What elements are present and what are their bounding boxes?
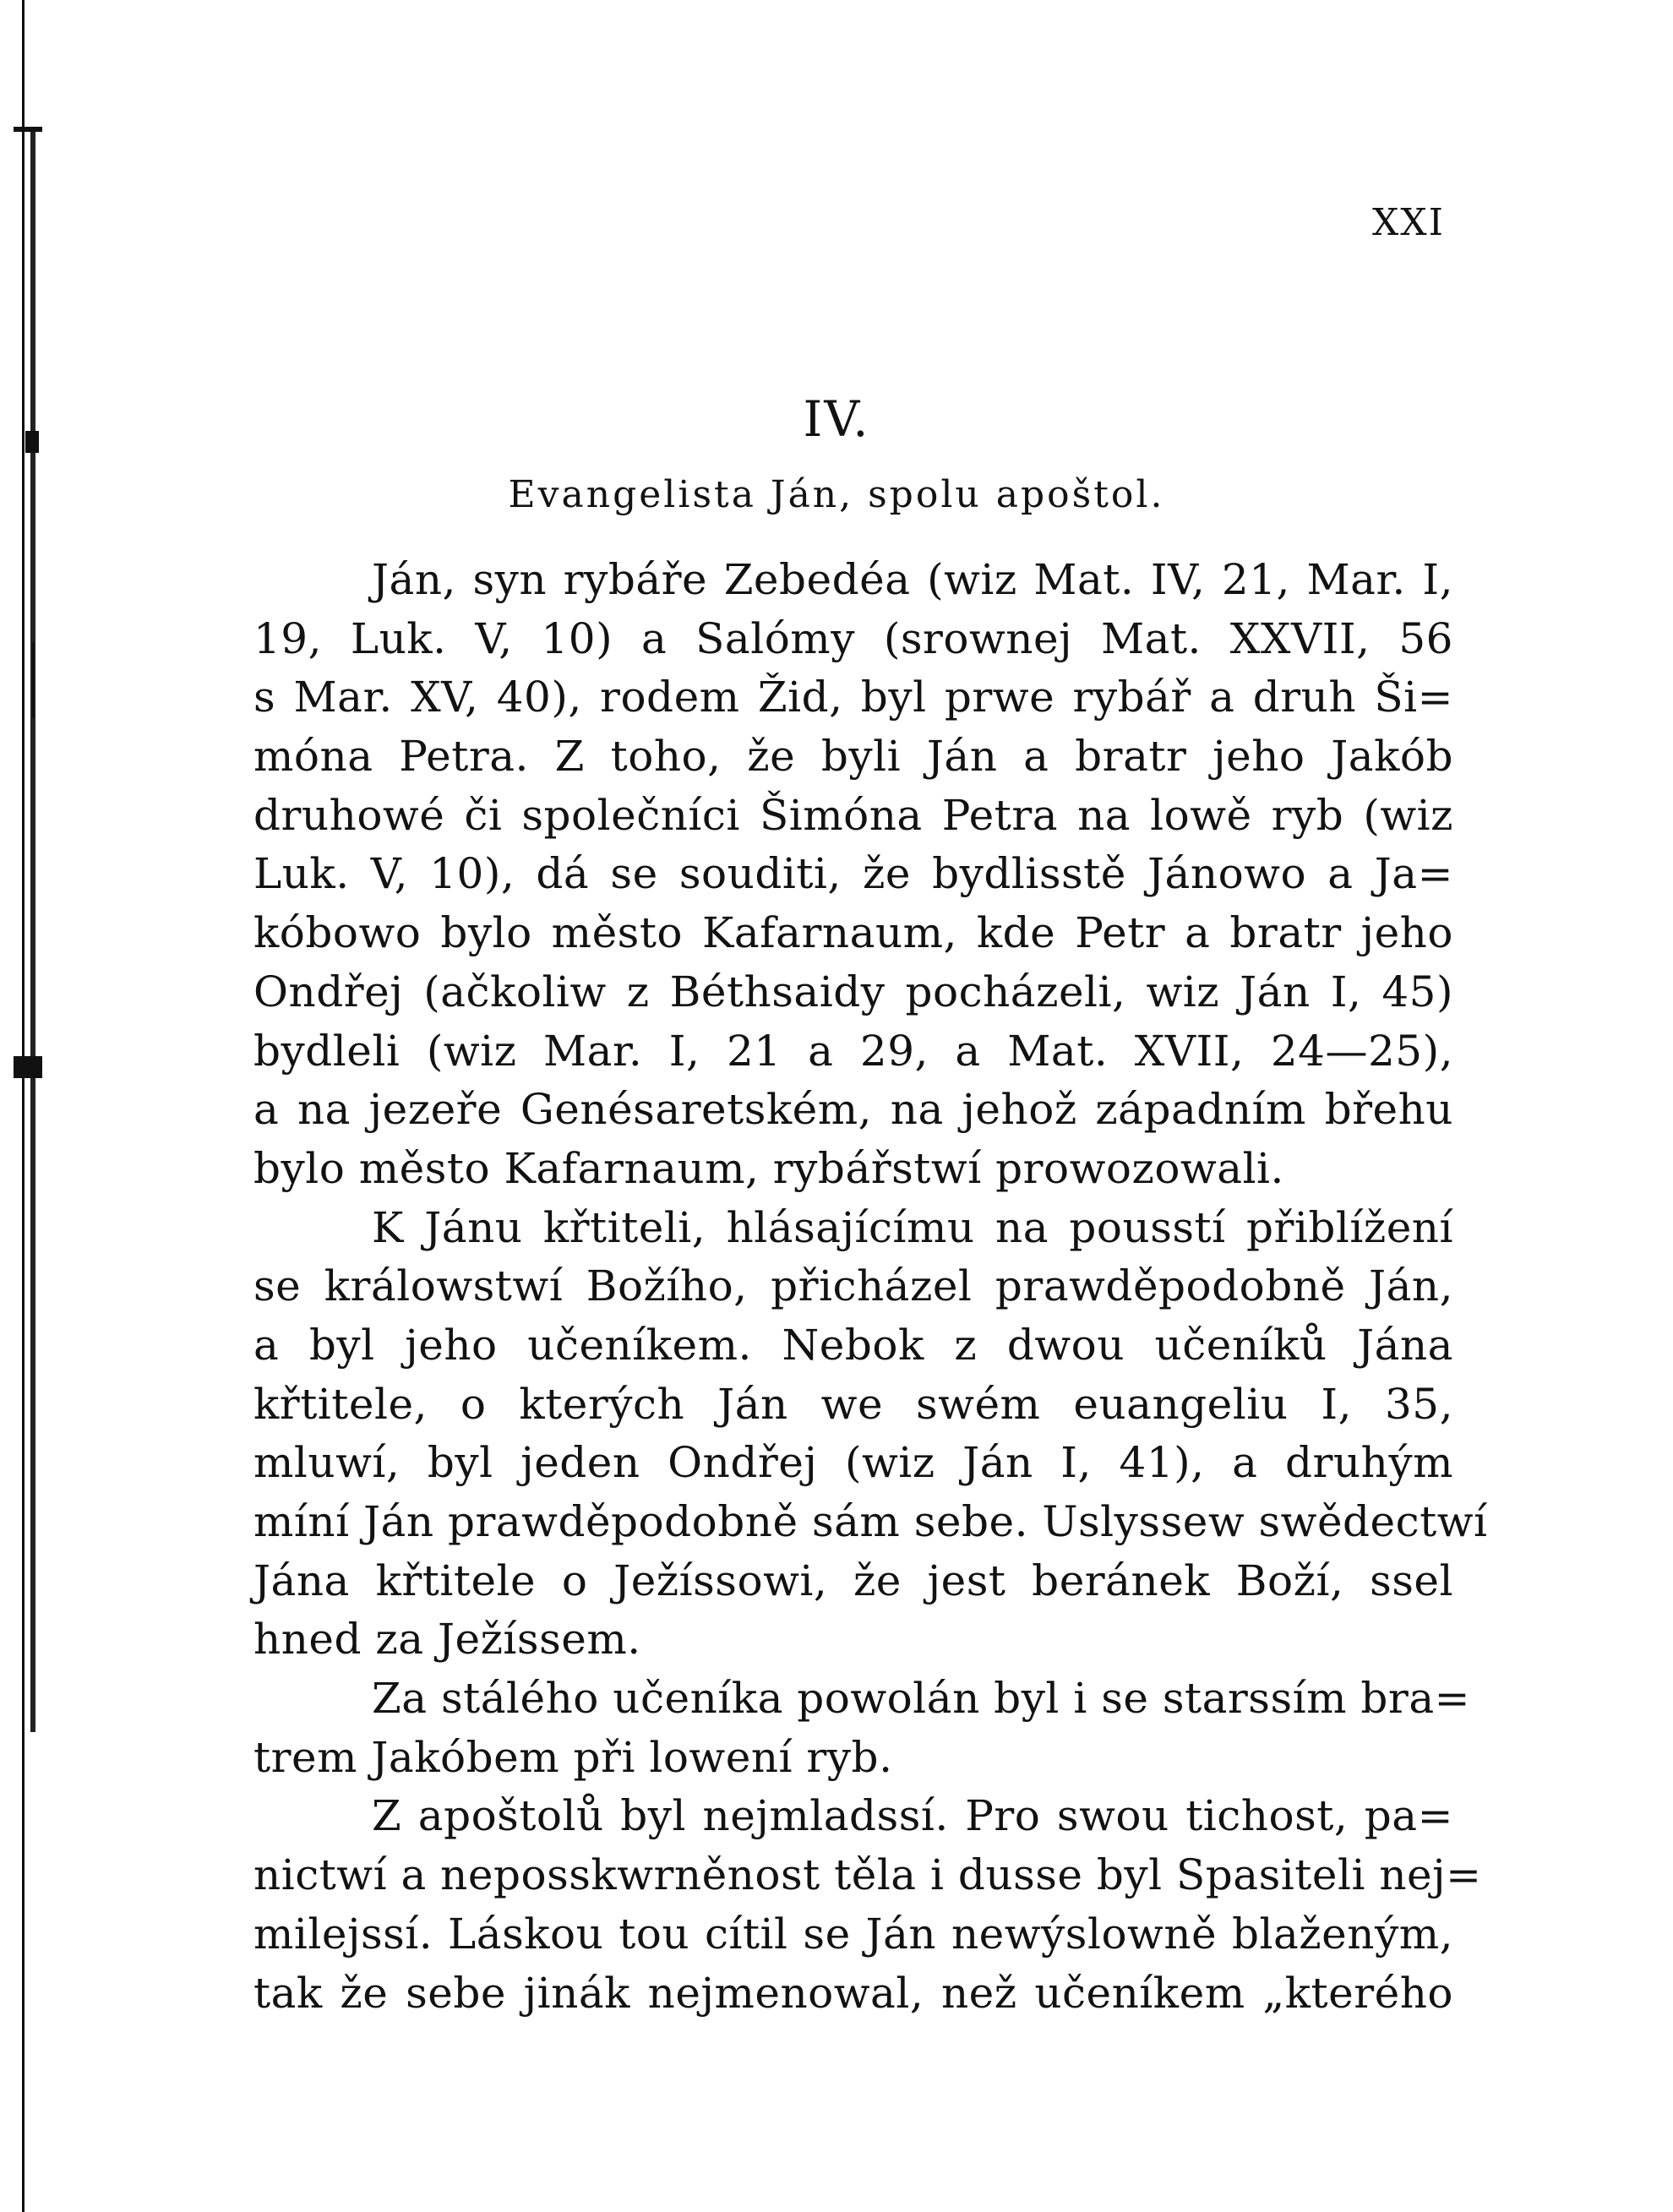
- text-line: móna Petra. Z toho, že byli Ján a bratr jeho Jakób: [253, 732, 1453, 782]
- text-line: se králowstwí Božího, přicházel prawděpodobně Ján,: [253, 1261, 1453, 1311]
- text-line: bylo město Kafarnaum, rybářstwí prowozowali.: [253, 1143, 1284, 1193]
- binding-mark: [32, 642, 35, 718]
- body-text: [253, 551, 1488, 2023]
- text-line: 19, Luk. V, 10) a Salómy (srownej Mat. XXVII, 56: [253, 613, 1453, 663]
- text-line: Jána křtitele o Ježíssowi, že jest beránek Boží, ssel: [253, 1555, 1453, 1605]
- text-line: Za stálého učeníka powolán byl i se starssím bra=: [372, 1674, 1471, 1724]
- text-line: K Jánu křtiteli, hlásajícímu na pousstí přiblížení: [372, 1202, 1453, 1252]
- text-line: a na jezeře Genésaretském, na jehož západním břehu: [253, 1085, 1453, 1135]
- text-line: s Mar. XV, 40), rodem Žid, byl prwe rybář a druh Ši=: [253, 673, 1453, 722]
- text-line: milejssí. Láskou tou cítil se Ján newýslowně blaženým,: [253, 1909, 1453, 1959]
- text-line: mluwí, byl jeden Ondřej (wiz Ján I, 41), a druhým: [253, 1438, 1453, 1488]
- text-line: druhowé či společníci Šimóna Petra na lowě ryb (wiz: [253, 790, 1453, 840]
- text-line: Luk. V, 10), dá se souditi, že bydlisstě Jánowo a Ja=: [253, 849, 1453, 899]
- binding-line: [22, 0, 25, 2212]
- text-line: Z apoštolů byl nejmladssí. Pro swou tichost, pa=: [372, 1791, 1453, 1841]
- page-number: XXI: [1371, 201, 1445, 244]
- binding-mark: [14, 1056, 42, 1078]
- text-line: míní Ján prawděpodobně sám sebe. Uslyssew swědectwí: [253, 1497, 1488, 1546]
- text-line: tak že sebe jinák nejmenowal, než učeníkem „kterého: [253, 1968, 1453, 2018]
- text-line: křtitele, o kterých Ján we swém euangeliu I, 35,: [253, 1379, 1453, 1429]
- chapter-number: IV.: [803, 390, 870, 448]
- binding-edge: [14, 0, 39, 2212]
- binding-mark: [14, 127, 42, 132]
- text-line: bydleli (wiz Mar. I, 21 a 29, a Mat. XVII, 24—25),: [253, 1026, 1453, 1076]
- text-line: a byl jeho učeníkem. Nebok z dwou učeníků Jána: [253, 1320, 1453, 1370]
- binding-shadow: [30, 127, 35, 1732]
- text-line: Ondřej (ačkoliw z Béthsaidy pocházeli, wiz Ján I, 45): [253, 967, 1453, 1016]
- chapter-title: Evangelista Ján, spolu apoštol.: [508, 473, 1165, 516]
- text-line: Ján, syn rybáře Zebedéa (wiz Mat. IV, 21, Mar. I,: [372, 555, 1453, 604]
- text-line: nictwí a neposskwrněnost těla i dusse byl Spasiteli nej=: [253, 1850, 1482, 1900]
- text-line: kóbowo bylo město Kafarnaum, kde Petr a bratr jeho: [253, 908, 1453, 958]
- text-line: trem Jakóbem při lowení ryb.: [253, 1732, 893, 1782]
- text-line: hned za Ježíssem.: [253, 1615, 641, 1664]
